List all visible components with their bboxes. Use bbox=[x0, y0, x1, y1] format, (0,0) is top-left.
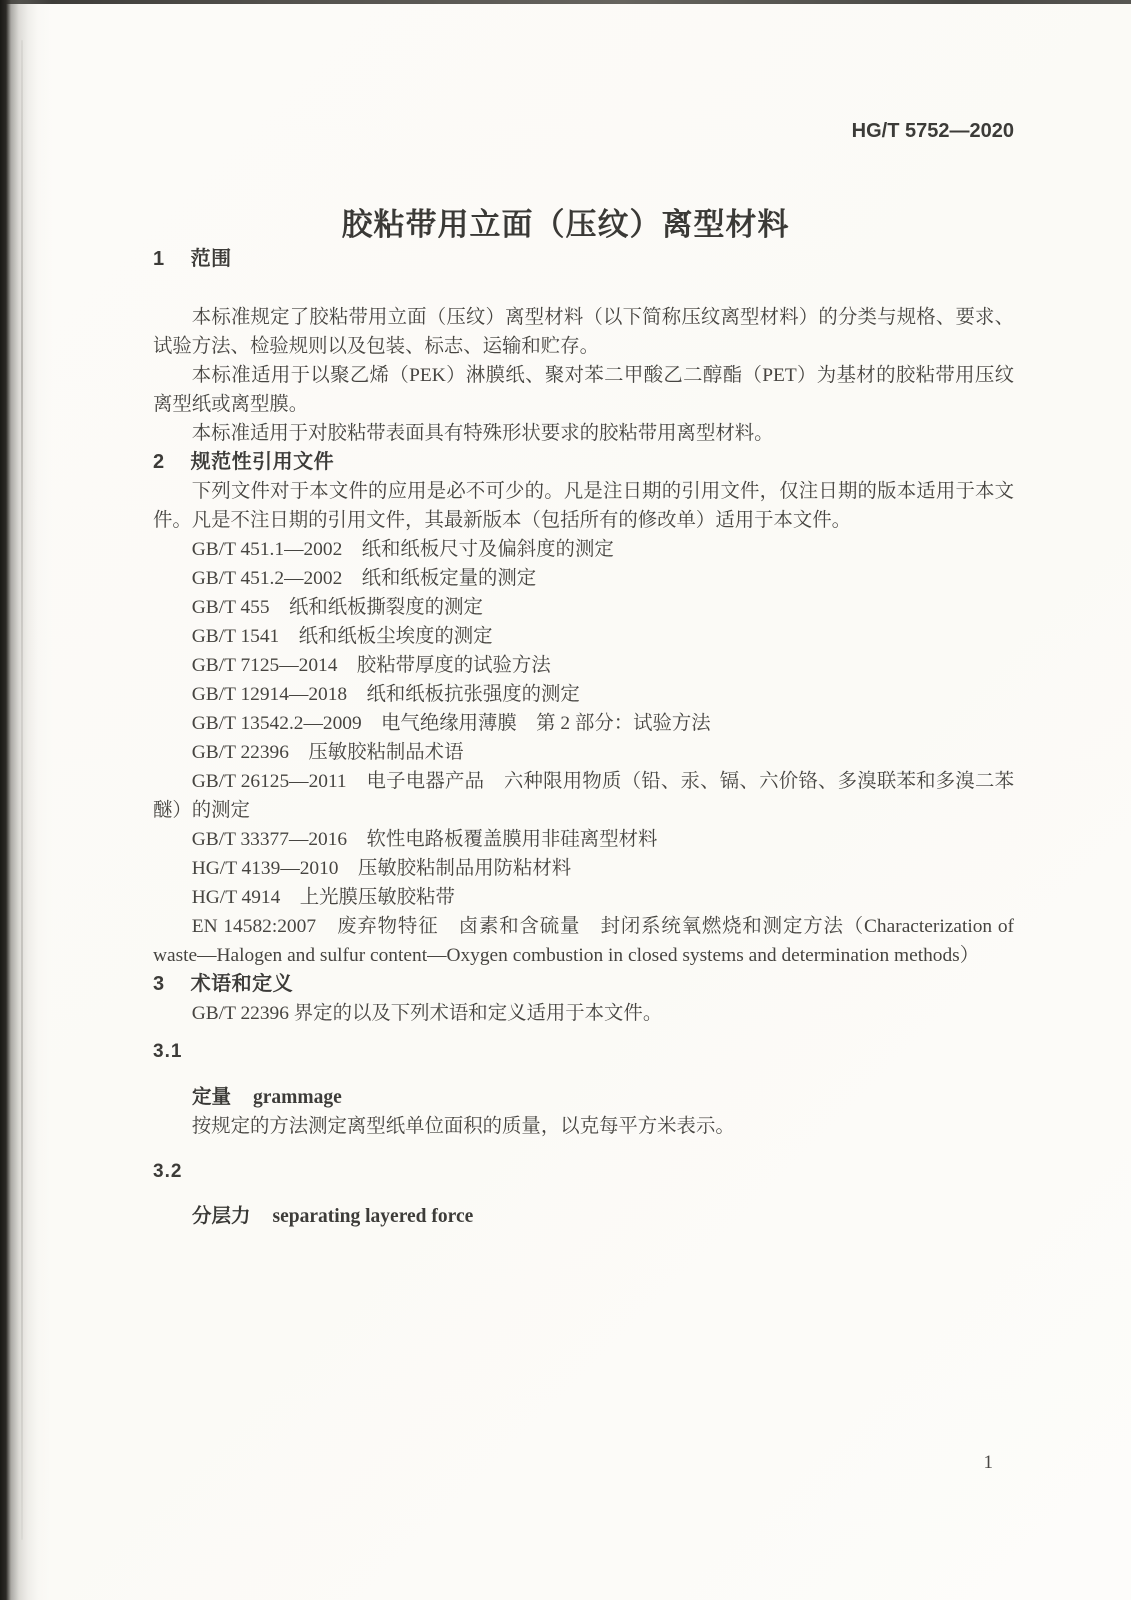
term-name-zh: 定量 bbox=[192, 1086, 232, 1108]
standard-code: HG/T 5752—2020 bbox=[851, 120, 1014, 142]
reference-entry: GB/T 1541 纸和纸板尘埃度的测定 bbox=[191, 626, 493, 647]
scope-heading bbox=[153, 245, 1014, 274]
reference-entry: GB/T 22396 压敏胶粘制品术语 bbox=[191, 742, 464, 763]
reference-entry: GB/T 13542.2—2009 电气绝缘用薄膜 第 2 部分：试验方法 bbox=[191, 713, 711, 734]
reference-entry: GB/T 7125—2014 胶粘带厚度的试验方法 bbox=[191, 655, 551, 676]
terms-heading-label: 术语和定义 bbox=[190, 973, 294, 995]
references-heading-number: 2 bbox=[153, 451, 165, 473]
document-title: 胶粘带用立面（压纹）离型材料 bbox=[341, 207, 790, 242]
page-number: 1 bbox=[983, 1452, 993, 1473]
terms-intro: GB/T 22396 界定的以及下列术语和定义适用于本文件。 bbox=[191, 1003, 663, 1024]
scope-paragraph: 本标准适用于以聚乙烯（PEK）淋膜纸、聚对苯二甲酸乙二醇酯（PET）为基材的胶粘带用压纹离型纸或离型膜。 bbox=[153, 365, 1014, 415]
scope-paragraphs bbox=[153, 303, 1014, 448]
term-definition: 按规定的方法测定离型纸单位面积的质量，以克每平方米表示。 bbox=[191, 1116, 735, 1137]
term-name-en: grammage bbox=[253, 1087, 342, 1108]
references-heading-label: 规范性引用文件 bbox=[190, 451, 335, 473]
reference-entry: GB/T 33377—2016 软性电路板覆盖膜用非硅离型材料 bbox=[191, 829, 658, 850]
reference-entry: GB/T 26125—2011 电子电器产品 六种限用物质（铅、汞、镉、六价铬、多溴联苯和多溴二苯醚）的测定 bbox=[153, 771, 1014, 821]
terms-heading-number: 3 bbox=[153, 973, 165, 995]
terms-heading bbox=[153, 970, 1014, 999]
scope-paragraph: 本标准规定了胶粘带用立面（压纹）离型材料（以下简称压纹离型材料）的分类与规格、要求、试验方法、检验规则以及包装、标志、运输和贮存。 bbox=[153, 307, 1014, 357]
references-heading bbox=[153, 448, 1014, 477]
reference-entry: GB/T 451.2—2002 纸和纸板定量的测定 bbox=[191, 568, 537, 589]
scope-heading-label: 范围 bbox=[190, 248, 232, 270]
references-intro: 下列文件对于本文件的应用是必不可少的。凡是注日期的引用文件，仅注日期的版本适用于本文件。凡是不注日期的引用文件，其最新版本（包括所有的修改单）适用于本文件。 bbox=[153, 481, 1014, 531]
term-entry bbox=[153, 1083, 1014, 1112]
reference-entry: GB/T 455 纸和纸板撕裂度的测定 bbox=[191, 597, 483, 618]
page-content bbox=[0, 118, 1131, 1231]
scan-edge-top bbox=[0, 0, 1131, 4]
references-list bbox=[153, 535, 1014, 970]
reference-entry: GB/T 12914—2018 纸和纸板抗张强度的测定 bbox=[191, 684, 580, 705]
term-name-zh: 分层力 bbox=[192, 1205, 251, 1227]
term-number: 3.1 bbox=[153, 1041, 183, 1062]
term-number: 3.2 bbox=[153, 1161, 183, 1182]
term-name-en: separating layered force bbox=[272, 1206, 474, 1227]
reference-entry: EN 14582:2007 废弃物特征 卤素和含硫量 封闭系统氧燃烧和测定方法（Characterization of waste—Halogen and sulfur content—Oxygen combustion in closed systems and determination methods） bbox=[153, 916, 1014, 966]
scope-paragraph: 本标准适用于对胶粘带表面具有特殊形状要求的胶粘带用离型材料。 bbox=[191, 423, 774, 444]
reference-entry: HG/T 4139—2010 压敏胶粘制品用防粘材料 bbox=[191, 858, 572, 879]
term-entry bbox=[153, 1202, 1014, 1231]
reference-entry: HG/T 4914 上光膜压敏胶粘带 bbox=[191, 887, 455, 908]
reference-entry: GB/T 451.1—2002 纸和纸板尺寸及偏斜度的测定 bbox=[191, 539, 614, 560]
scope-heading-number: 1 bbox=[153, 248, 165, 270]
